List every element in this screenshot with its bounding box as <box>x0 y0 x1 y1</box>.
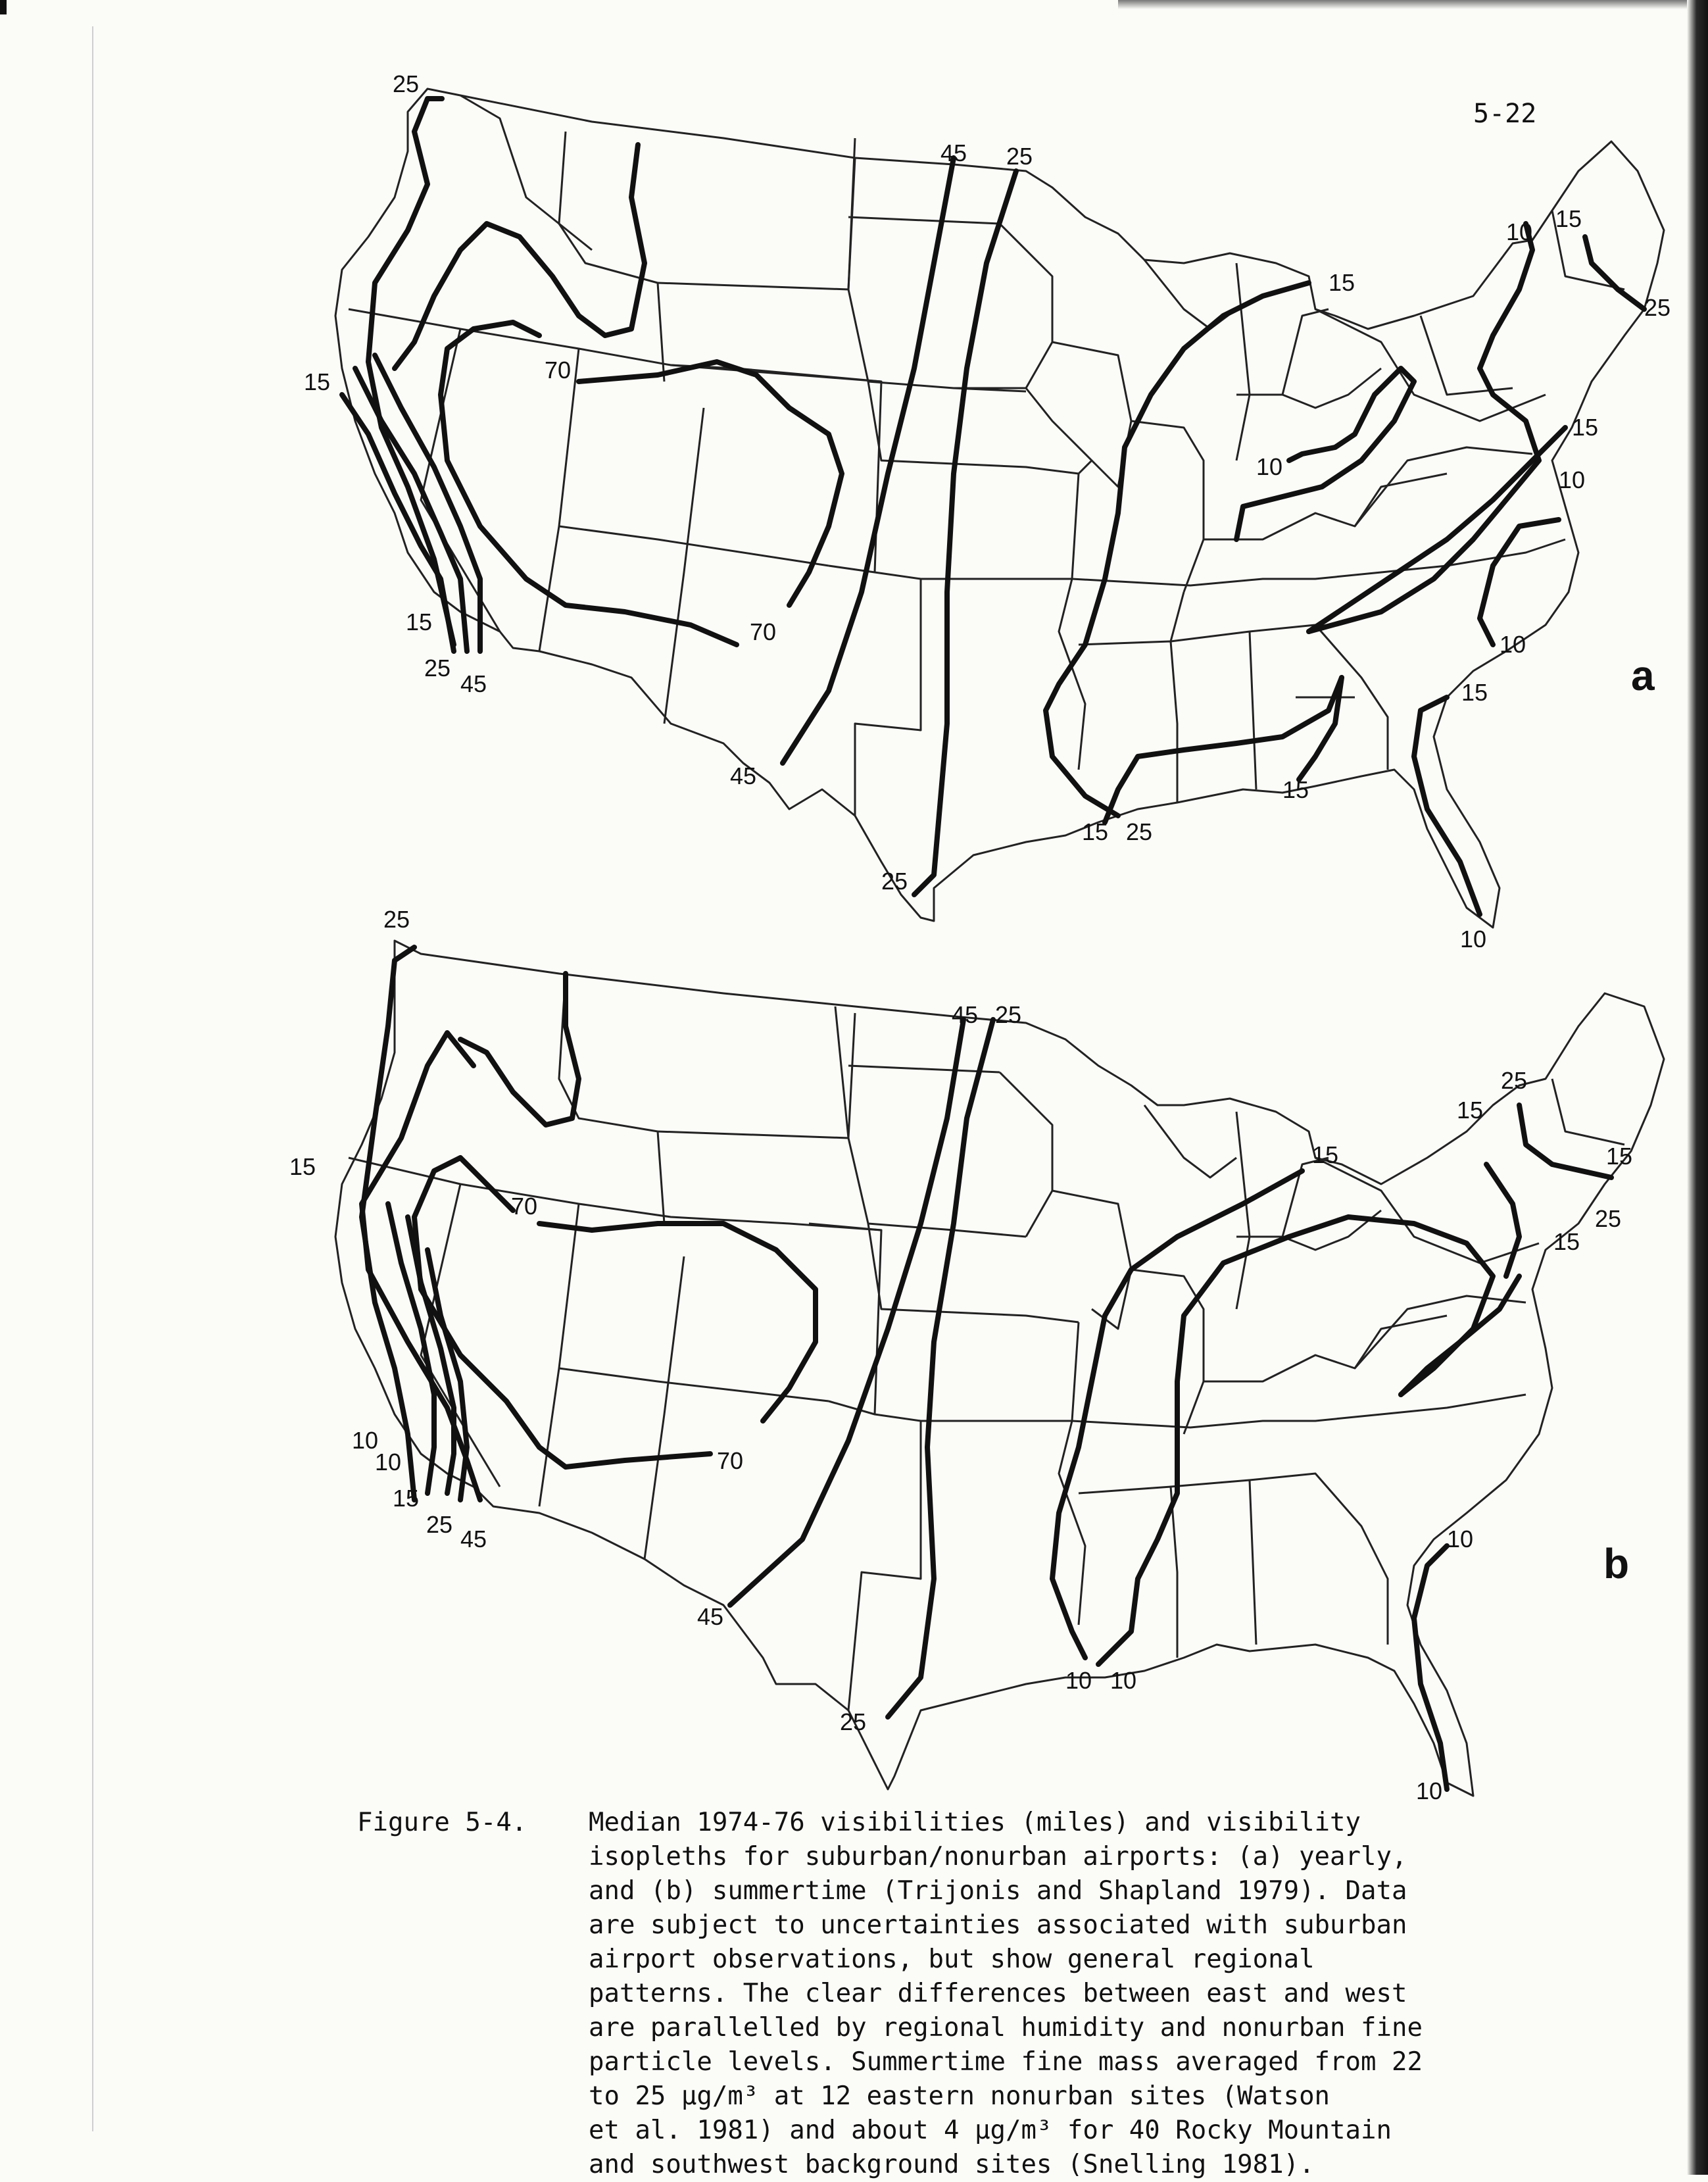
isopleth-label: 10 <box>1500 631 1526 658</box>
isopleths-b <box>362 947 1611 1789</box>
isopleth-label: 15 <box>1329 269 1355 296</box>
isopleth-label: 10 <box>1460 926 1487 947</box>
isopleth-label: 45 <box>460 1525 487 1552</box>
isopleth-label: 10 <box>1506 218 1533 245</box>
map-panel-b <box>0 908 1708 1816</box>
isopleth-label: 25 <box>840 1708 867 1735</box>
isopleth-label: 25 <box>393 70 420 97</box>
isopleth-label: 25 <box>1644 294 1671 321</box>
isopleth-label: 15 <box>406 608 433 635</box>
isopleth-label: 70 <box>511 1193 538 1220</box>
isopleth-label: 45 <box>940 139 967 166</box>
figure-label: Figure 5-4. <box>357 1808 527 1837</box>
isopleth-label: 10 <box>1256 453 1283 480</box>
isopleth-label: 70 <box>717 1447 744 1474</box>
isopleth-label: 25 <box>1126 818 1153 845</box>
isopleth-label: 70 <box>545 357 572 384</box>
isopleth-label: 10 <box>1447 1525 1474 1552</box>
isopleth-label: 45 <box>697 1603 724 1630</box>
isopleth-label: 10 <box>1110 1667 1137 1694</box>
isopleth-label: 15 <box>393 1485 420 1512</box>
isopleth-label: 25 <box>1006 143 1033 170</box>
isopleth-label: 15 <box>1606 1143 1633 1170</box>
isopleth-label: 45 <box>460 670 487 697</box>
isopleth-label: 70 <box>750 618 777 645</box>
isopleth-label: 15 <box>1312 1141 1339 1168</box>
isopleth-label: 15 <box>1461 679 1488 706</box>
page-number: 5-22 <box>1473 99 1537 129</box>
map-panel-a <box>0 0 1708 947</box>
isopleth-label: 15 <box>1572 414 1599 441</box>
isopleth-label: 10 <box>1065 1667 1092 1694</box>
figure-caption: Median 1974-76 visibilities (miles) and visibility isopleths for suburban/nonurban airports: (a) yearly, and (b) summertime (Trijonis and Shapland 1979). Data are subject to uncertainties associated with suburban airport observations, but show general regional patterns. The clear differences between east and west are parallelled by regional humidity and nonurban fine particle levels. Summertime fine mass averaged from 22 to 25 µg/m³ at 12 eastern nonurban sites (Watson et al. 1981) and about 4 µg/m³ for 40 Rocky Mountain and southwest background sites (Snelling 1981). <box>589 1808 1423 2179</box>
isopleth-label: 25 <box>424 655 451 682</box>
isopleth-label: 10 <box>375 1449 402 1475</box>
isopleth-label: 10 <box>1559 466 1586 493</box>
panel-label-a: a <box>1631 652 1655 699</box>
isopleth-label: 25 <box>426 1511 453 1538</box>
isopleth-label: 15 <box>1457 1097 1484 1124</box>
panel-label-b: b <box>1603 1540 1630 1587</box>
us-outline-b <box>335 941 1664 1796</box>
isopleth-label: 15 <box>1082 818 1109 845</box>
isopleth-label: 45 <box>952 1001 979 1028</box>
isopleth-label: 25 <box>995 1001 1022 1028</box>
isopleth-label: 25 <box>1595 1205 1622 1232</box>
isopleth-label: 15 <box>1282 776 1309 803</box>
isopleth-labels-a <box>304 70 1671 947</box>
isopleth-label: 25 <box>383 908 410 933</box>
isopleth-label: 10 <box>352 1427 379 1454</box>
isopleth-label: 15 <box>304 368 331 395</box>
isopleth-label: 25 <box>1501 1067 1528 1094</box>
isopleth-label: 45 <box>730 762 757 789</box>
isopleth-label: 15 <box>1555 205 1582 232</box>
isopleth-label: 10 <box>1416 1777 1443 1804</box>
isopleth-label: 15 <box>1553 1228 1580 1255</box>
isopleth-label: 15 <box>289 1153 316 1180</box>
isopleth-label: 25 <box>881 868 908 895</box>
